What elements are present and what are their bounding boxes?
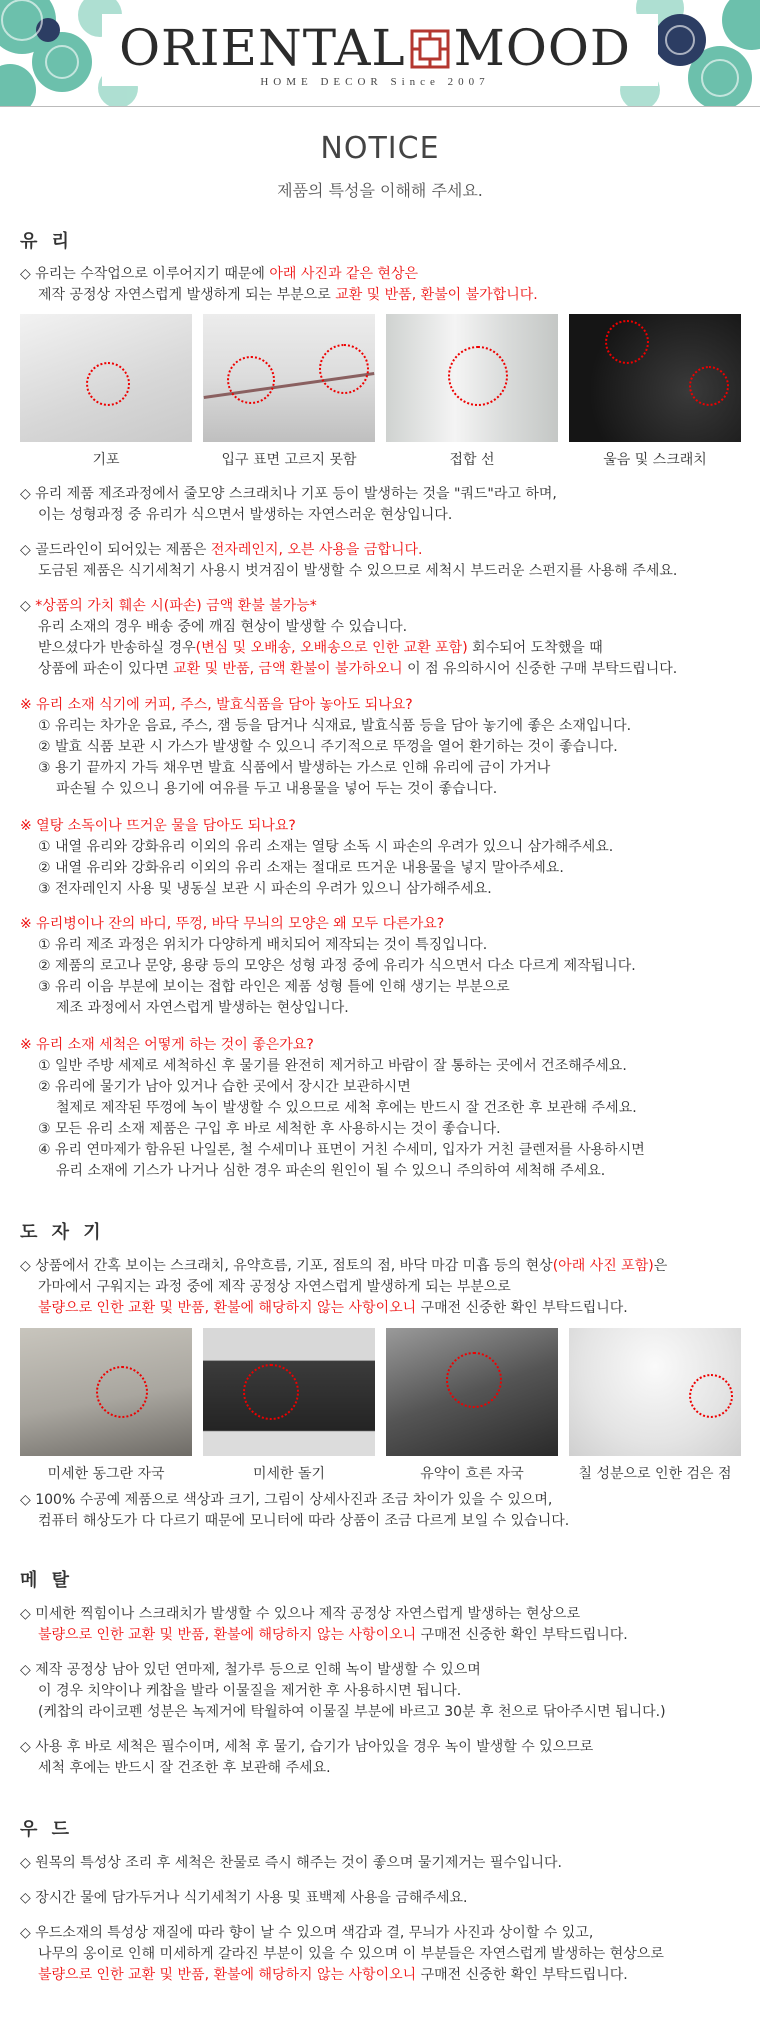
ceramic-photo-glaze-flow: 유약이 흐른 자국 (386, 1328, 558, 1483)
ceramic-photo-row (20, 1328, 740, 1493)
glass-photo-scratch: 울음 및 스크래치 (569, 314, 741, 469)
header-divider (0, 106, 760, 107)
ceramic-photo-bump: 미세한 돌기 (203, 1328, 375, 1483)
notice-title: NOTICE (320, 131, 440, 166)
glass-photo-row (20, 314, 740, 479)
glass-faq-cleaning: ※ 유리 소재 세척은 어떻게 하는 것이 좋은가요? ① 일반 주방 세제로 세척하신 후 물기를 완전히 제거하고 바람이 잘 통하는 곳에서 건조해주세요. ② 유리에 물기가 남아 있거나 습한 곳에서 장시간 보관하시면 철제로 제작된 뚜껑에 녹이 발생할 수 있으므로 세척 후에는 반드시 잘 건조한 후 보관해 주세요. ③ 모든 유리 소재 제품은 구입 후 바로 세척한 후 사용하시는 것이 좋습니다. ④ 유리 연마제가 함유된 나일론, 철 수세미나 표면이 거친 수세미, 입자가 거친 클렌저를 사용하시면 유리 소재에 기스가 나거나 심한 경우 파손의 원인이 될 수 있으니 주의하여 세척해 주세요. (20, 1037, 645, 1179)
metal-paragraph-2: ◇ 제작 공정상 남아 있던 연마제, 철가루 등으로 인해 녹이 발생할 수 있으며 이 경우 치약이나 케찹을 발라 이물질을 제거한 후 사용하시면 됩니다. (케찹의 라이코펜 성분은 녹제거에 탁월하여 이물질 부분에 바르고 30분 후 천으로 닦아주시면 됩니다.) (20, 1662, 666, 1720)
glass-paragraph-4: ◇ *상품의 가치 훼손 시(파손) 금액 환불 불가능* 유리 소재의 경우 배송 중에 깨짐 현상이 발생할 수 있습니다. 받으셨다가 반송하실 경우(변심 및 오배송, 오배송으로 인한 교환 포함) 회수되어 도착했을 때 상품에 파손이 있다면 교환 및 반품, 금액 환불이 불가하오니 이 점 유의하시어 신중한 구매 부탁드립니다. (20, 598, 678, 677)
wood-paragraph-1: ◇ 원목의 특성상 조리 후 세척은 찬물로 즉시 해주는 것이 좋으며 물기제거는 필수입니다. (20, 1855, 562, 1871)
glass-photo-rim: 입구 표면 고르지 못함 (203, 314, 375, 469)
metal-paragraph-3: ◇ 사용 후 바로 세척은 필수이며, 세척 후 물기, 습기가 남아있을 경우 녹이 발생할 수 있으므로 세척 후에는 반드시 잘 건조한 후 보관해 주세요. (20, 1739, 594, 1776)
wood-paragraph-3: ◇ 우드소재의 특성상 재질에 따라 향이 날 수 있으며 색감과 결, 무늬가 사진과 상이할 수 있고, 나무의 옹이로 인해 미세하게 갈라진 부분이 있을 수 있으며 이 부분들은 자연스럽게 발생하는 현상으로 불량으로 인한 교환 및 반품, 환불에 해당하지 않는 사항이오니 구매전 신중한 확인 부탁드립니다. (20, 1925, 664, 1983)
glass-paragraph-1: ◇ 유리는 수작업으로 이루어지기 때문에 아래 사진과 같은 현상은 제작 공정상 자연스럽게 발생하게 되는 부분으로 교환 및 반품, 환불이 불가합니다. (20, 266, 538, 303)
ceramic-paragraph-1: ◇ 상품에서 간혹 보이는 스크래치, 유약흐름, 기포, 점토의 점, 바닥 마감 미흡 등의 현상(아래 사진 포함)은 가마에서 구워지는 과정 중에 제작 공정상 자연스럽게 발생하게 되는 부분으로 불량으로 인한 교환 및 반품, 환불에 해당하지 않는 사항이오니 구매전 신중한 확인 부탁드립니다. (20, 1258, 668, 1316)
glass-faq-hot-water: ※ 열탕 소독이나 뜨거운 물을 담아도 되나요? ① 내열 유리와 강화유리 이외의 유리 소재는 열탕 소독 시 파손의 우려가 있으니 삼가해주세요. ② 내열 유리와 강화유리 이외의 유리 소재는 절대로 뜨거운 내용물을 넣지 말아주세요. ③ 전자레인지 사용 및 냉동실 보관 시 파손의 우려가 있으니 삼가해주세요. (20, 818, 614, 897)
section-heading-metal: 메 탈 (20, 1570, 74, 1591)
section-heading-wood: 우 드 (20, 1819, 74, 1840)
glass-paragraph-3: ◇ 골드라인이 되어있는 제품은 전자레인지, 오븐 사용을 금합니다. 도금된 제품은 식기세척기 사용시 벗겨짐이 발생할 수 있으므로 세척시 부드러운 스펀지를 사용해 주세요. (20, 542, 678, 579)
glass-photo-seam: 접합 선 (386, 314, 558, 469)
glass-photo-bubble: 기포 (20, 314, 192, 469)
section-heading-glass: 유 리 (20, 231, 74, 252)
brand-logo: ORIENTAL MOOD (119, 19, 631, 77)
logo-knot-icon (410, 29, 450, 69)
glass-paragraph-2: ◇ 유리 제품 제조과정에서 줄모양 스크래치나 기포 등이 발생하는 것을 "쿼드"라고 하며, 이는 성형과정 중 유리가 식으면서 발생하는 자연스러운 현상입니다. (20, 486, 557, 523)
section-heading-ceramic: 도 자 기 (20, 1222, 105, 1243)
brand-tagline: HOME DECOR Since 2007 (260, 76, 490, 88)
brand-header (0, 0, 760, 106)
notice-subtitle: 제품의 특성을 이해해 주세요. (277, 181, 483, 200)
ceramic-photo-black-dot: 칠 성분으로 인한 검은 점 (569, 1328, 741, 1483)
wood-paragraph-2: ◇ 장시간 물에 담가두거나 식기세척기 사용 및 표백제 사용을 금해주세요. (20, 1890, 468, 1906)
glass-faq-fermented: ※ 유리 소재 식기에 커피, 주스, 발효식품을 담아 놓아도 되나요? ① 유리는 차가운 음료, 주스, 잼 등을 담거나 식재료, 발효식품 등을 담아 놓기에 좋은 소재입니다. ② 발효 식품 보관 시 가스가 발생할 수 있으니 주기적으로 뚜껑을 열어 환기하는 것이 좋습니다. ③ 용기 끝까지 가득 채우면 발효 식품에서 발생하는 가스로 인해 유리에 금이 가거나 파손될 수 있으니 용기에 여유를 두고 내용물을 넣어 두는 것이 좋습니다. (20, 697, 632, 797)
ceramic-photo-round-mark: 미세한 동그란 자국 (20, 1328, 192, 1483)
glass-faq-shape: ※ 유리병이나 잔의 바디, 뚜껑, 바닥 무늬의 모양은 왜 모두 다른가요? ① 유리 제조 과정은 위치가 다양하게 배치되어 제작되는 것이 특징입니다. ② 제품의 로고나 문양, 용량 등의 모양은 성형 과정 중에 유리가 식으면서 다소 다르게 제작됩니다. ③ 유리 이음 부분에 보이는 접합 라인은 제품 성형 틀에 인해 생기는 부분으로 제조 과정에서 자연스럽게 발생하는 현상입니다. (20, 916, 636, 1016)
metal-paragraph-1: ◇ 미세한 찍힘이나 스크래치가 발생할 수 있으나 제작 공정상 자연스럽게 발생하는 현상으로 불량으로 인한 교환 및 반품, 환불에 해당하지 않는 사항이오니 구매전 신중한 확인 부탁드립니다. (20, 1606, 628, 1643)
ceramic-paragraph-2: ◇ 100% 수공예 제품으로 색상과 크기, 그림이 상세사진과 조금 차이가 있을 수 있으며, 컴퓨터 해상도가 다 다르기 때문에 모니터에 따라 상품이 조금 다르게 보일 수 있습니다. (20, 1492, 570, 1529)
